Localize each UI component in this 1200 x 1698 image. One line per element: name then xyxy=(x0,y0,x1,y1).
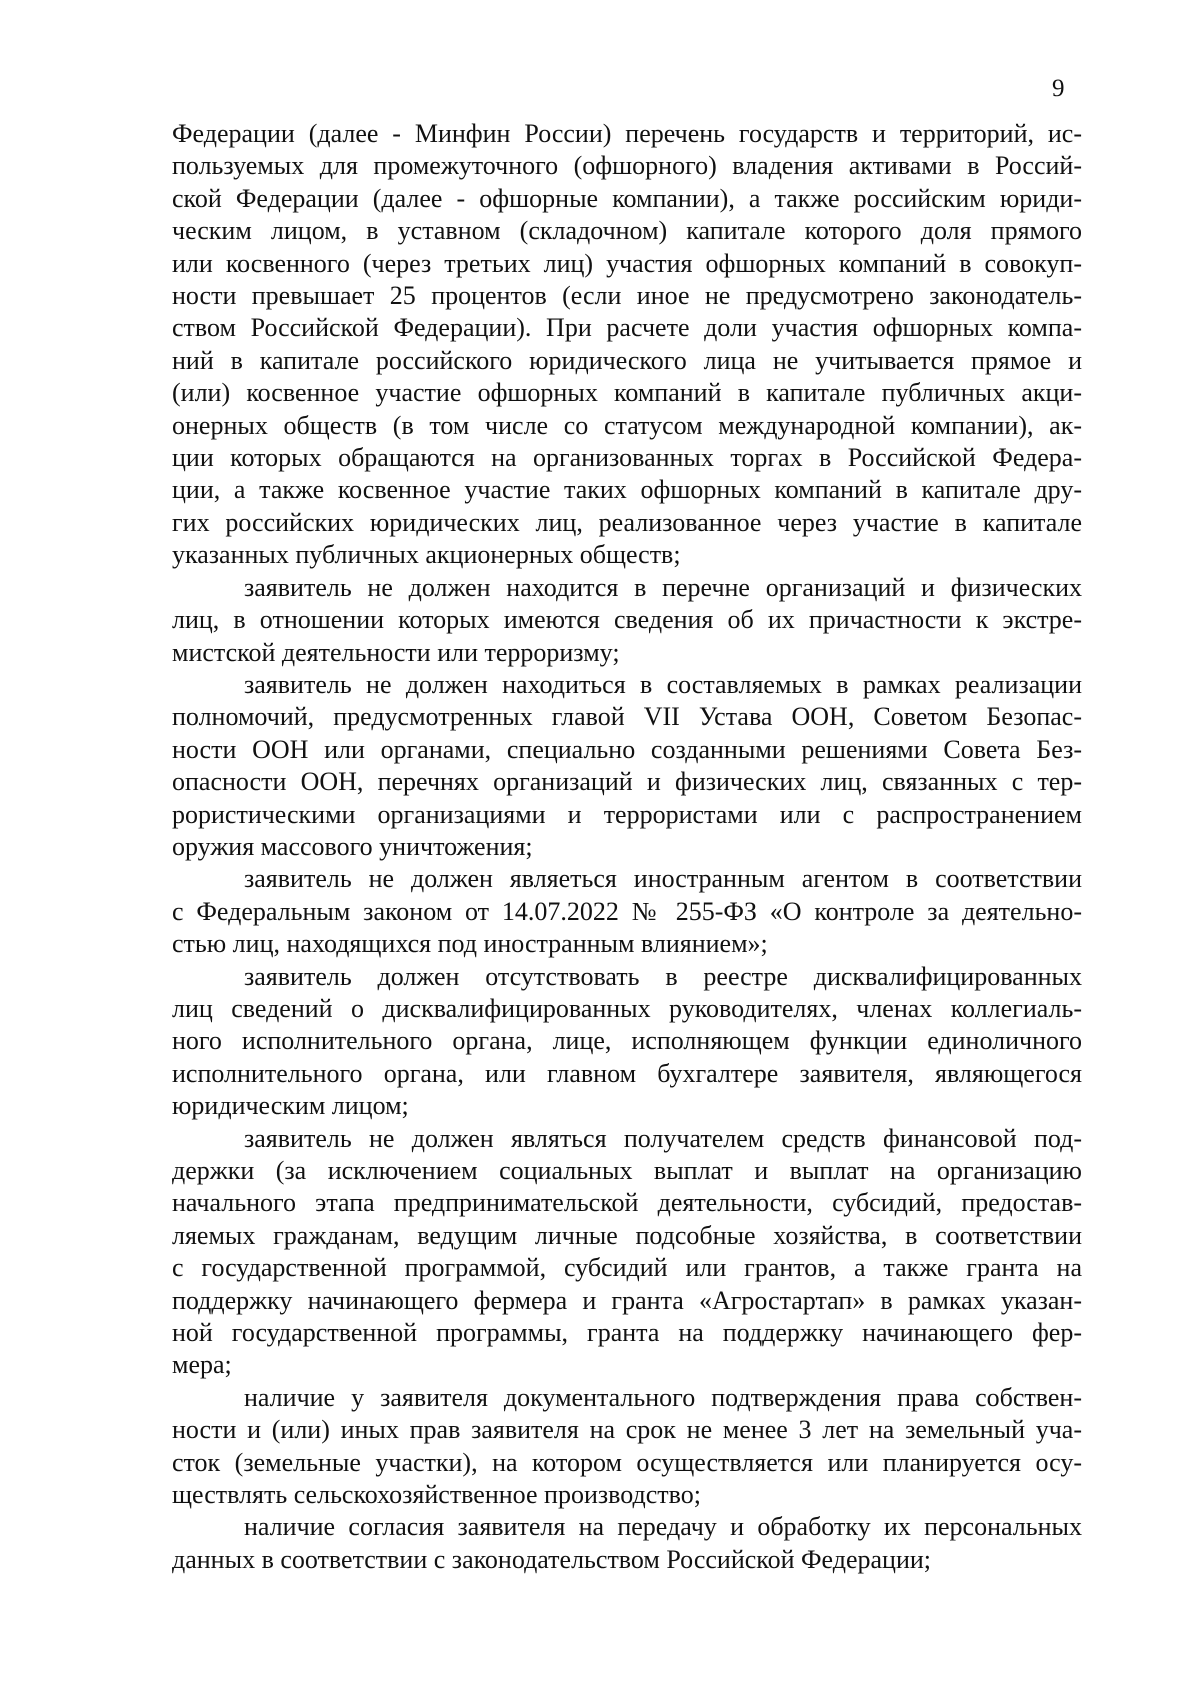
document-paragraph xyxy=(172,1511,1082,1576)
document-paragraph xyxy=(172,961,1082,1123)
text-line: ции, а также косвенное участие таких офшорных компаний в капитале дру- xyxy=(172,475,1082,505)
text-line: Федерации (далее - Минфин России) перечень государств и территорий, ис- xyxy=(172,119,1082,148)
document-paragraph xyxy=(172,1382,1082,1512)
text-line: сток (земельные участки), на котором осуществляется или планируется осу- xyxy=(172,1447,1082,1477)
text-line: ного исполнительного органа, лице, исполняющем функции единоличного xyxy=(172,1026,1082,1056)
text-line: заявитель не должен являться получателем средств финансовой под- xyxy=(244,1123,1082,1153)
text-line: рористическими организациями и террористами или с распространением xyxy=(172,799,1082,829)
text-line: начального этапа предпринимательской деятельности, субсидий, предостав- xyxy=(172,1188,1082,1218)
text-line: поддержку начинающего фермера и гранта «Агростартап» в рамках указан- xyxy=(172,1285,1082,1315)
text-line: ществлять сельскохозяйственное производство; xyxy=(172,1480,701,1510)
text-line: полномочий, предусмотренных главой VII Устава ООН, Советом Безопас- xyxy=(172,702,1082,732)
text-line: ской Федерации (далее - офшорные компании), а также российским юриди- xyxy=(172,183,1082,213)
text-line: указанных публичных акционерных обществ; xyxy=(172,540,681,570)
text-line: заявитель не должен находится в перечне организаций и физических xyxy=(244,572,1082,602)
text-line: ной государственной программы, гранта на поддержку начинающего фер- xyxy=(172,1318,1082,1348)
text-line: держки (за исключением социальных выплат и выплат на организацию xyxy=(172,1156,1082,1185)
document-paragraph xyxy=(172,863,1082,960)
document-body xyxy=(172,118,1082,1576)
text-line: исполнительного органа, или главном бухгалтере заявителя, являющегося xyxy=(172,1058,1082,1088)
text-line: ности ООН или органами, специально созданными решениями Совета Без- xyxy=(172,734,1082,764)
text-line: гих российских юридических лиц, реализованное через участие в капитале xyxy=(172,507,1082,537)
text-line: (или) косвенное участие офшорных компаний в капитале публичных акци- xyxy=(172,378,1082,408)
text-line: с Федеральным законом от 14.07.2022 № 255-ФЗ «О контроле за деятельно- xyxy=(172,896,1082,926)
text-line: пользуемых для промежуточного (офшорного) владения активами в Россий- xyxy=(172,151,1082,181)
text-line: оружия массового уничтожения; xyxy=(172,831,533,861)
text-line: юридическим лицом; xyxy=(172,1091,409,1121)
text-line: ческим лицом, в уставном (складочном) капитале которого доля прямого xyxy=(172,216,1082,246)
page-number: 9 xyxy=(1052,75,1065,102)
text-line: онерных обществ (в том числе со статусом международной компании), ак- xyxy=(172,410,1082,440)
text-line: мистской деятельности или терроризму; xyxy=(172,637,620,667)
text-line: ности превышает 25 процентов (если иное не предусмотрено законодатель- xyxy=(172,281,1082,311)
text-line: или косвенного (через третьих лиц) участия офшорных компаний в совокуп- xyxy=(172,248,1082,278)
document-paragraph xyxy=(172,572,1082,669)
text-line: лиц сведений о дисквалифицированных руководителях, членах коллегиаль- xyxy=(172,993,1082,1023)
document-paragraph xyxy=(172,1123,1082,1382)
text-line: заявитель должен отсутствовать в реестре дисквалифицированных xyxy=(244,961,1082,991)
text-line: заявитель не должен находиться в составляемых в рамках реализации xyxy=(244,669,1082,699)
text-line: стью лиц, находящихся под иностранным влиянием»; xyxy=(172,929,768,959)
text-line: ством Российской Федерации). При расчете доли участия офшорных компа- xyxy=(172,313,1082,343)
text-line: лиц, в отношении которых имеются сведения об их причастности к экстре- xyxy=(172,605,1082,635)
text-line: ности и (или) иных прав заявителя на срок не менее 3 лет на земельный уча- xyxy=(172,1415,1082,1445)
text-line: с государственной программой, субсидий или грантов, а также гранта на xyxy=(172,1253,1082,1283)
text-line: наличие у заявителя документального подтверждения права собствен- xyxy=(244,1382,1082,1412)
text-line: ний в капитале российского юридического лица не учитывается прямое и xyxy=(172,345,1082,375)
text-line: ляемых гражданам, ведущим личные подсобные хозяйства, в соответствии xyxy=(172,1220,1082,1250)
text-line: ции которых обращаются на организованных торгах в Российской Федера- xyxy=(172,443,1082,473)
document-paragraph xyxy=(172,118,1082,572)
document-paragraph xyxy=(172,669,1082,863)
text-line: данных в соответствии с законодательством Российской Федерации; xyxy=(172,1544,932,1574)
text-line: наличие согласия заявителя на передачу и обработку их персональных xyxy=(244,1512,1082,1542)
text-line: опасности ООН, перечнях организаций и физических лиц, связанных с тер- xyxy=(172,767,1082,797)
text-line: мера; xyxy=(172,1350,232,1380)
text-line: заявитель не должен являеться иностранным агентом в соответствии xyxy=(244,864,1082,894)
